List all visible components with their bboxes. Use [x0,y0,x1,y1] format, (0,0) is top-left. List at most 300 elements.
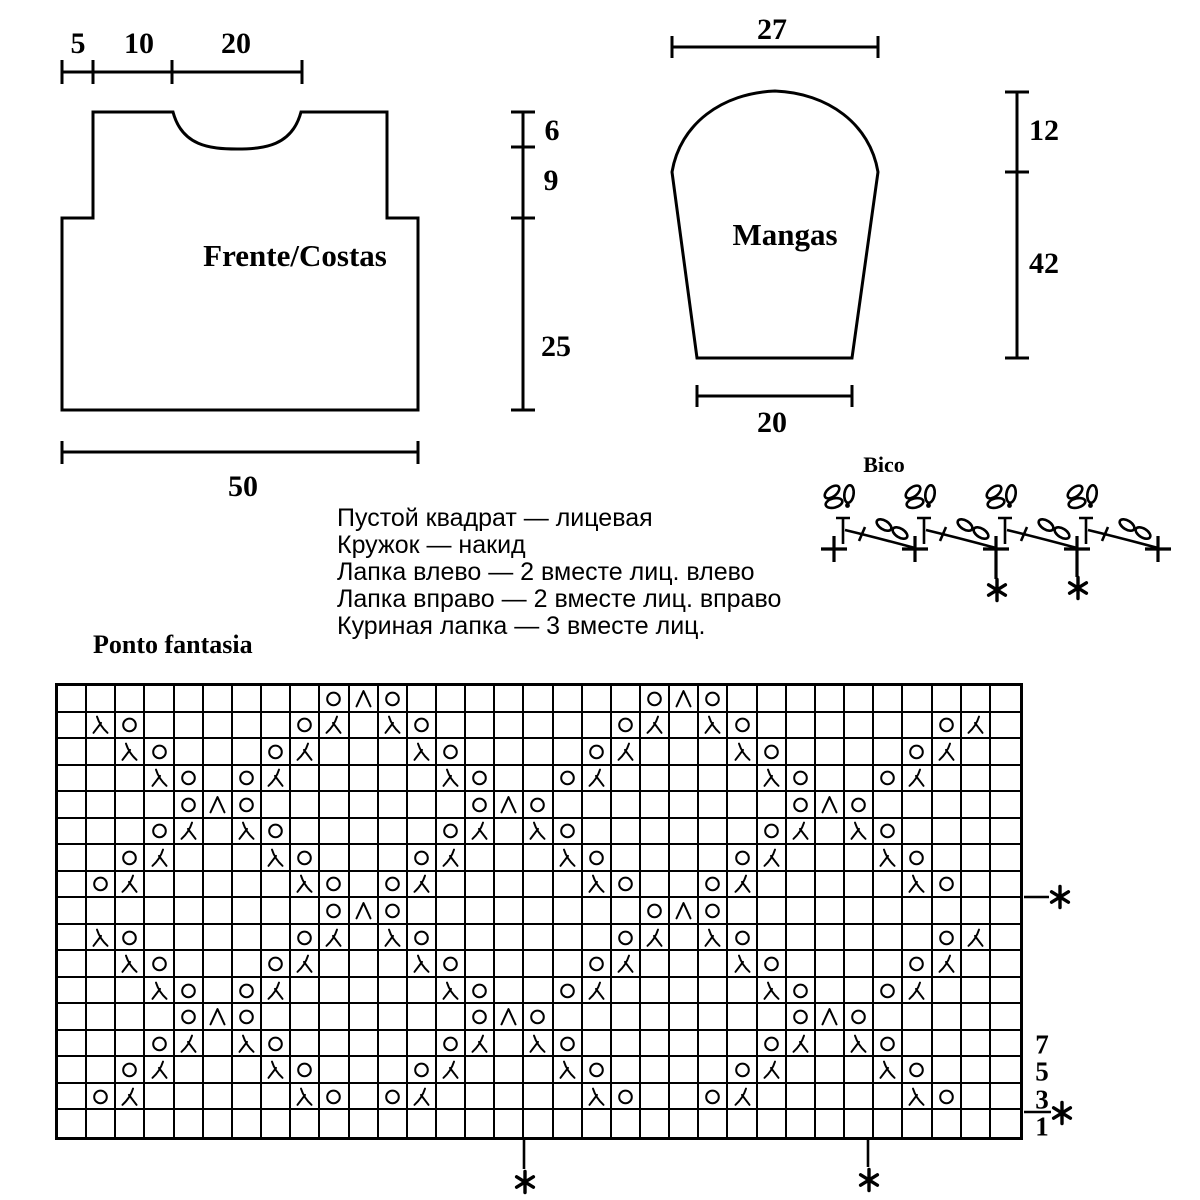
triple-decrease-icon [498,794,519,815]
chart-cell [175,1004,204,1031]
chart-cell [466,686,495,713]
chart-cell [787,792,816,819]
chart-cell [87,1110,116,1137]
chart-cell [233,1004,262,1031]
chart-cell [408,819,437,846]
decrease-left-icon [294,1086,315,1107]
chart-cell [816,1057,845,1084]
chart-cell [233,1084,262,1111]
decrease-right-icon [440,847,461,868]
chart-cell [699,792,728,819]
decrease-right-icon [440,1059,461,1080]
chart-cell [291,686,320,713]
chart-cell [175,713,204,740]
yarnover-icon [557,980,578,1001]
yarnover-icon [178,980,199,1001]
chart-cell [379,739,408,766]
chart-cell [874,845,903,872]
chart-cell [728,713,757,740]
chart-cell [728,1057,757,1084]
chart-cell [816,792,845,819]
chart-cell [291,792,320,819]
yarnover-icon [615,927,636,948]
yarnover-icon [294,1059,315,1080]
chart-cell [641,1057,670,1084]
yarnover-icon [936,927,957,948]
chart-cell [903,739,932,766]
chart-cell [583,898,612,925]
chart-cell [933,898,962,925]
yarnover-icon [702,1086,723,1107]
chart-cell [524,1057,553,1084]
decrease-left-icon [761,767,782,788]
chart-cell [145,845,174,872]
chart-cell [641,898,670,925]
bico-asterisk-right [1070,578,1087,599]
chart-cell [670,1057,699,1084]
chart-cell [116,739,145,766]
decrease-left-icon [119,953,140,974]
yarnover-icon [149,953,170,974]
chart-cell [699,766,728,793]
chart-cell [379,1031,408,1058]
bico-label: Bico [863,452,905,477]
chart-cell [87,925,116,952]
chart-cell [962,1084,991,1111]
chart-cell [670,925,699,952]
chart-cell [641,1004,670,1031]
yarnover-icon [178,794,199,815]
chart-cell [524,1004,553,1031]
chart-cell [816,1084,845,1111]
chart-cell [320,1110,349,1137]
yarnover-icon [411,714,432,735]
chart-cell [991,872,1020,899]
chart-cell [670,872,699,899]
decrease-right-icon [936,741,957,762]
chart-cell [845,686,874,713]
chart-cell [962,1004,991,1031]
chart-cell [991,951,1020,978]
chart-cell [262,1004,291,1031]
chart-cell [320,686,349,713]
chart-cell [466,792,495,819]
chart-cell [204,739,233,766]
chart-cell [758,686,787,713]
chart-cell [320,1084,349,1111]
chart-cell [670,1084,699,1111]
chart-cell [699,845,728,872]
chart-cell [787,845,816,872]
chart-cell [816,845,845,872]
chart-cell [583,951,612,978]
chart-cell [933,713,962,740]
yarnover-icon [586,741,607,762]
chart-cell [262,872,291,899]
chart-cell [175,872,204,899]
chart-cell [116,713,145,740]
chart-cell [408,951,437,978]
chart-cell [466,1004,495,1031]
yarnover-icon [848,1006,869,1027]
yarnover-icon [294,714,315,735]
chart-cell [903,686,932,713]
chart-title: Ponto fantasia [93,630,253,659]
chart-cell [962,792,991,819]
chart-cell [87,1031,116,1058]
chart-cell [845,872,874,899]
chart-cell [262,766,291,793]
chart-cell [641,872,670,899]
decrease-right-icon [411,1086,432,1107]
yarnover-icon [877,1033,898,1054]
chart-cell [116,845,145,872]
chart-cell [583,739,612,766]
chart-cell [379,1057,408,1084]
chart-cell [87,951,116,978]
chart-cell [641,951,670,978]
yarnover-icon [236,767,257,788]
chart-cell [291,1110,320,1137]
chart-cell [437,1057,466,1084]
chart-cell [408,872,437,899]
chart-cell [145,1031,174,1058]
chart-cell [145,1110,174,1137]
chart-cell [204,1084,233,1111]
chart-cell [320,819,349,846]
chart-cell [641,739,670,766]
chart-cell [145,951,174,978]
sleeve-schematic-drawing [600,0,1100,480]
triple-decrease-icon [207,1006,228,1027]
chart-cell [291,1004,320,1031]
chart-cell [87,1057,116,1084]
chart-cell [466,898,495,925]
chart-cell [379,713,408,740]
yarnover-icon [906,741,927,762]
decrease-right-icon [644,927,665,948]
yarnover-icon [440,820,461,841]
chart-cell [145,898,174,925]
triple-decrease-icon [673,688,694,709]
chart-cell [874,872,903,899]
yarnover-icon [265,953,286,974]
decrease-right-icon [323,714,344,735]
chart-cell [204,1004,233,1031]
decrease-right-icon [761,847,782,868]
chart-cell [903,819,932,846]
decrease-left-icon [906,873,927,894]
triple-decrease-icon [498,1006,519,1027]
yarnover-icon [732,714,753,735]
chart-cell [699,872,728,899]
triple-decrease-icon [819,1006,840,1027]
chart-cell [728,898,757,925]
pattern-chart-grid [55,683,1023,1140]
chart-cell [408,1004,437,1031]
chart-cell [495,1031,524,1058]
yarnover-icon [615,714,636,735]
sleeve-dim-12: 12 [1029,114,1059,147]
chart-cell [758,792,787,819]
chart-cell [787,766,816,793]
chart-cell [728,1031,757,1058]
yarnover-icon [615,1086,636,1107]
chart-cell [437,978,466,1005]
chart-cell [991,766,1020,793]
chart-cell [204,978,233,1005]
chart-cell [991,792,1020,819]
chart-cell [233,739,262,766]
yarnover-icon [469,980,490,1001]
chart-cell [408,792,437,819]
chart-cell [350,739,379,766]
decrease-right-icon [119,1086,140,1107]
chart-cell [379,1004,408,1031]
yarnover-icon [790,980,811,1001]
chart-cell [116,978,145,1005]
garment-dim-9: 9 [543,164,559,197]
chart-cell [87,713,116,740]
legend-line-right-foot: Лапка вправо — 2 вместе лиц. вправо [337,585,782,613]
decrease-left-icon [236,1033,257,1054]
chart-cell [495,978,524,1005]
chart-cell [816,872,845,899]
chart-cell [816,713,845,740]
chart-cell [670,766,699,793]
decrease-right-icon [265,767,286,788]
chart-cell [350,898,379,925]
chart-cell [204,845,233,872]
chart-cell [728,819,757,846]
chart-cell [350,792,379,819]
chart-cell [379,898,408,925]
chart-cell [699,1110,728,1137]
chart-cell [320,925,349,952]
chart-row-label-5: 5 [1035,1056,1049,1087]
decrease-right-icon [149,1059,170,1080]
chart-cell [58,898,87,925]
chart-cell [145,925,174,952]
yarnover-icon [265,820,286,841]
chart-cell [58,792,87,819]
chart-cell [874,925,903,952]
chart-cell [874,713,903,740]
chart-cell [524,792,553,819]
yarnover-icon [732,927,753,948]
chart-cell [262,951,291,978]
yarnover-icon [761,741,782,762]
decrease-right-icon [936,953,957,974]
chart-cell [612,792,641,819]
chart-cell [320,792,349,819]
chart-cell [379,766,408,793]
yarnover-icon [382,688,403,709]
yarnover-icon [411,1059,432,1080]
chart-cell [466,978,495,1005]
chart-cell [466,1057,495,1084]
chart-cell [758,1110,787,1137]
chart-cell [350,951,379,978]
chart-cell [583,766,612,793]
garment-dim-20: 20 [221,27,251,60]
chart-cell [350,1057,379,1084]
chart-cell [787,1057,816,1084]
chart-cell [641,925,670,952]
chart-cell [670,1110,699,1137]
chart-cell [524,1084,553,1111]
yarnover-icon [790,767,811,788]
chart-cell [58,819,87,846]
chart-cell [670,686,699,713]
chart-cell [408,713,437,740]
chart-cell [437,1031,466,1058]
decrease-left-icon [411,741,432,762]
chart-cell [991,819,1020,846]
yarnover-icon [906,953,927,974]
chart-cell [991,898,1020,925]
chart-cell [933,978,962,1005]
decrease-right-icon [469,1033,490,1054]
sleeve-dim-20: 20 [757,406,787,439]
chart-cell [175,1084,204,1111]
chart-cell [116,1084,145,1111]
chart-cell [845,766,874,793]
chart-cell [641,1031,670,1058]
chart-cell [524,686,553,713]
chart-cell [845,739,874,766]
bico-asterisk-left [989,580,1006,601]
chart-cell [58,1084,87,1111]
chart-cell [204,766,233,793]
chart-cell [933,766,962,793]
decrease-left-icon [586,1086,607,1107]
decrease-right-icon [615,741,636,762]
chart-cell [612,1004,641,1031]
chart-cell [350,1084,379,1111]
decrease-right-icon [323,927,344,948]
chart-cell [495,766,524,793]
chart-cell [204,1110,233,1137]
chart-cell [408,686,437,713]
chart-cell [816,898,845,925]
chart-cell [116,686,145,713]
chart-cell [320,1004,349,1031]
chart-cell [175,1031,204,1058]
chart-cell [874,898,903,925]
chart-cell [962,713,991,740]
yarnover-icon [236,1006,257,1027]
yarnover-icon [294,927,315,948]
chart-cell [962,1031,991,1058]
chart-cell [145,819,174,846]
chart-cell [583,686,612,713]
chart-cell [524,978,553,1005]
chart-cell [524,1031,553,1058]
legend-line-circle: Кружок — накид [337,531,526,559]
chart-cell [554,686,583,713]
chart-cell [699,925,728,952]
yarnover-icon [936,1086,957,1107]
chart-cell [379,925,408,952]
chart-cell [58,739,87,766]
decrease-left-icon [382,714,403,735]
chart-cell [379,792,408,819]
chart-cell [495,898,524,925]
chart-cell [903,872,932,899]
chart-cell [408,739,437,766]
chart-cell [204,951,233,978]
chart-cell [320,1057,349,1084]
decrease-left-icon [149,980,170,1001]
chart-cell [699,739,728,766]
yarnover-icon [615,873,636,894]
chart-cell [262,819,291,846]
chart-cell [408,1031,437,1058]
chart-cell [175,792,204,819]
chart-cell [903,898,932,925]
chart-cell [204,819,233,846]
chart-cell [641,845,670,872]
chart-cell [58,686,87,713]
chart-cell [583,1084,612,1111]
chart-cell [554,898,583,925]
chart-cell [554,978,583,1005]
chart-cell [350,925,379,952]
chart-cell [933,1084,962,1111]
chart-cell [524,766,553,793]
chart-cell [320,845,349,872]
triple-decrease-icon [353,688,374,709]
chart-cell [58,845,87,872]
yarnover-icon [119,847,140,868]
decrease-left-icon [586,873,607,894]
chart-cell [962,872,991,899]
chart-cell [524,819,553,846]
chart-cell [233,1031,262,1058]
chart-cell [145,792,174,819]
chart-cell [466,925,495,952]
chart-cell [699,1004,728,1031]
chart-cell [903,845,932,872]
chart-cell [233,951,262,978]
chart-cell [350,1004,379,1031]
decrease-left-icon [732,953,753,974]
sleeve-label: Mangas [732,217,838,252]
chart-cell [991,845,1020,872]
decrease-left-icon [411,953,432,974]
chart-asterisk-right-top [1052,887,1069,908]
chart-cell [233,686,262,713]
chart-cell [903,1004,932,1031]
chart-cell [175,819,204,846]
yarnover-icon [877,980,898,1001]
chart-cell [991,925,1020,952]
chart-cell [116,1057,145,1084]
decrease-left-icon [557,847,578,868]
chart-cell [350,872,379,899]
yarnover-icon [702,688,723,709]
chart-cell [728,1110,757,1137]
decrease-right-icon [906,980,927,1001]
chart-cell [641,713,670,740]
chart-cell [758,925,787,952]
chart-cell [145,1004,174,1031]
chart-cell [933,739,962,766]
chart-cell [612,1031,641,1058]
chart-cell [612,1084,641,1111]
chart-cell [408,1084,437,1111]
